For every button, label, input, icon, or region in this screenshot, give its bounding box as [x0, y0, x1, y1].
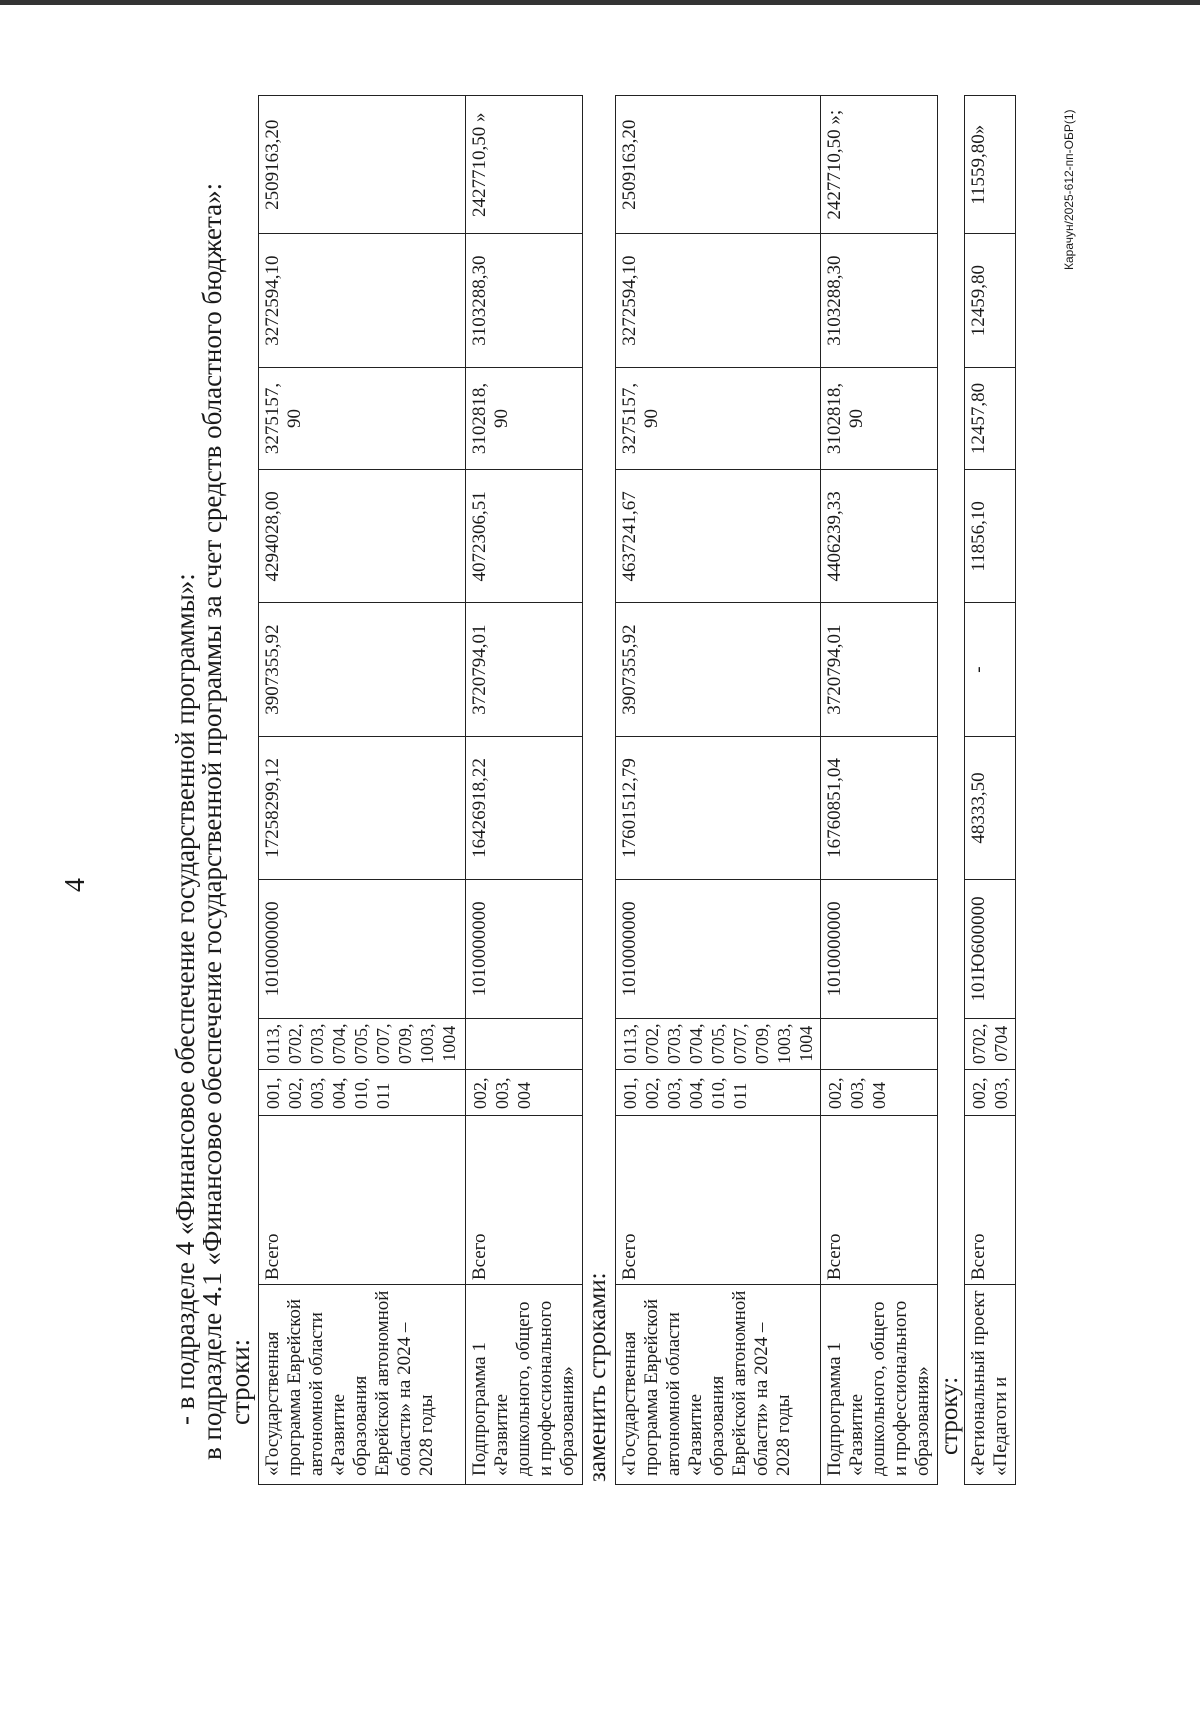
row-grbs: 002, 003, 004 — [466, 1069, 583, 1115]
row-2027: 3103288,30 — [466, 234, 583, 367]
heading-line-2: в подразделе 4.1 «Финансовое обеспечение государственной программы за счет средств областного бюджета»: — [197, 182, 227, 1460]
row-2026: 3275157, 90 — [259, 367, 466, 470]
table-row — [466, 96, 583, 1485]
row-2025: 4294028,00 — [259, 470, 466, 603]
row-rzpr — [466, 1018, 583, 1069]
table-original-rows — [258, 95, 583, 1485]
row-2024: 3720794,01 — [821, 603, 938, 736]
row-grbs: 001, 002, 003, 004, 010, 011 — [616, 1069, 821, 1115]
heading-line-3: строки: — [225, 1338, 255, 1425]
row-rzpr: 0113, 0702, 0703, 0704, 0705, 0707, 0709, 1003, 1004 — [259, 1018, 466, 1069]
row-source: Всего — [616, 1115, 821, 1284]
table-row — [821, 96, 938, 1485]
row-2028: 2509163,20 — [616, 96, 821, 234]
row-2027: 12459,80 — [965, 234, 1016, 367]
row-total: 16426918,22 — [466, 736, 583, 880]
row-grbs: 002, 003, 004 — [821, 1069, 938, 1115]
row-name: Подпрограмма 1 «Развитие дошкольного, общего и профессионального образования» — [821, 1285, 938, 1485]
row-csr: 1010000000 — [616, 880, 821, 1018]
row-total: 48333,50 — [965, 736, 1016, 880]
table-replacement-rows — [615, 95, 938, 1485]
row-grbs: 002, 003, — [965, 1069, 1016, 1115]
row-2024: - — [965, 603, 1016, 736]
row-name: «Государственная программа Еврейской автономной области «Развитие образования Еврейской автономной области» на 2024 – 2028 годы — [616, 1285, 821, 1485]
row-2027: 3103288,30 — [821, 234, 938, 367]
row-name: «Государственная программа Еврейской автономной области «Развитие образования Еврейской автономной области» на 2024 – 2028 годы — [259, 1285, 466, 1485]
row-2025: 4072306,51 — [466, 470, 583, 603]
row-2028: 11559,80» — [965, 96, 1016, 234]
row-source: Всего — [466, 1115, 583, 1284]
row-csr: 101Ю600000 — [965, 880, 1016, 1018]
row-2025: 4637241,67 — [616, 470, 821, 603]
heading-line-1: - в подразделе 4 «Финансовое обеспечение государственной программы»: — [170, 573, 200, 1425]
scan-top-edge — [0, 0, 1200, 5]
row-2025: 4406239,33 — [821, 470, 938, 603]
row-2024: 3907355,92 — [616, 603, 821, 736]
row-2026: 3275157, 90 — [616, 367, 821, 470]
row-total: 17258299,12 — [259, 736, 466, 880]
row-csr: 1010000000 — [821, 880, 938, 1018]
row-total: 16760851,04 — [821, 736, 938, 880]
table-project-row — [964, 95, 1016, 1485]
table-row — [616, 96, 821, 1485]
row-label: строку: — [936, 1376, 963, 1455]
row-2026: 3102818, 90 — [821, 367, 938, 470]
row-csr: 1010000000 — [466, 880, 583, 1018]
row-2026: 12457,80 — [965, 367, 1016, 470]
row-source: Всего — [965, 1115, 1016, 1284]
table-row — [965, 96, 1016, 1485]
row-2028: 2427710,50 »; — [821, 96, 938, 234]
row-rzpr — [821, 1018, 938, 1069]
row-rzpr: 0702, 0704 — [965, 1018, 1016, 1069]
footer-reference: Карачун/2025-612-пп-ОБР(1) — [1062, 109, 1076, 270]
page-number: 4 — [60, 878, 91, 892]
row-name: «Региональный проект «Педагоги и — [965, 1285, 1016, 1485]
row-rzpr: 0113, 0702, 0703, 0704, 0705, 0707, 0709, 1003, 1004 — [616, 1018, 821, 1069]
row-2026: 3102818, 90 — [466, 367, 583, 470]
row-csr: 1010000000 — [259, 880, 466, 1018]
row-2024: 3720794,01 — [466, 603, 583, 736]
replace-label: заменить строками: — [584, 1272, 611, 1482]
row-2024: 3907355,92 — [259, 603, 466, 736]
row-2028: 2509163,20 — [259, 96, 466, 234]
row-grbs: 001, 002, 003, 004, 010, 011 — [259, 1069, 466, 1115]
row-name: Подпрограмма 1 «Развитие дошкольного, общего и профессионального образования» — [466, 1285, 583, 1485]
row-2027: 3272594,10 — [259, 234, 466, 367]
row-total: 17601512,79 — [616, 736, 821, 880]
row-source: Всего — [821, 1115, 938, 1284]
table-row — [259, 96, 466, 1485]
row-source: Всего — [259, 1115, 466, 1284]
row-2025: 11856,10 — [965, 470, 1016, 603]
row-2027: 3272594,10 — [616, 234, 821, 367]
row-2028: 2427710,50 » — [466, 96, 583, 234]
rotated-page — [0, 60, 1100, 1710]
